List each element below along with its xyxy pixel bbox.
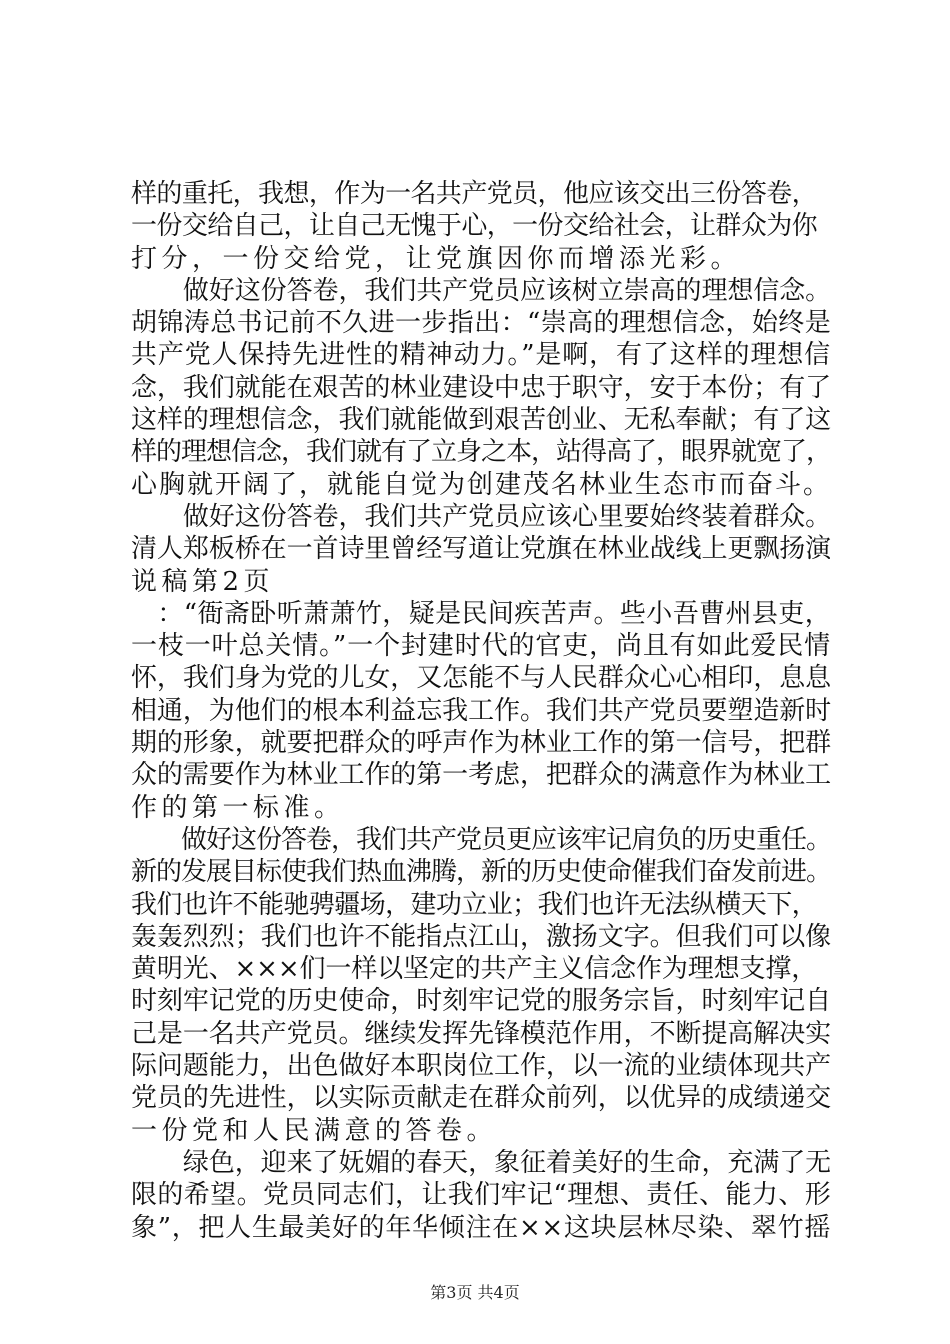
text-line: 一枝一叶总关情。”一个封建时代的官吏，尚且有如此爱民情 (131, 631, 832, 662)
text-line: 际问题能力，出色做好本职岗位工作，以一流的业绩体现共产 (131, 1051, 832, 1082)
text-line: 打分，一份交给党，让党旗因你而增添光彩。 (131, 243, 742, 274)
text-line: 我们也许不能驰骋疆场，建功立业；我们也许无法纵横天下， (131, 889, 818, 920)
text-line: 己是一名共产党员。继续发挥先锋模范作用，不断提高解决实 (131, 1018, 832, 1049)
text-line: 轰轰烈烈；我们也许不能指点江山，激扬文字。但我们可以像 (131, 921, 832, 952)
text-line: 念，我们就能在艰苦的林业建设中忠于职守，安于本份；有了 (131, 372, 832, 403)
page-footer: 第3页 共4页 (430, 1283, 520, 1302)
text-line: 一份党和人民满意的答卷。 (131, 1115, 498, 1146)
text-line: 众的需要作为林业工作的第一考虑，把群众的满意作为林业工 (131, 760, 832, 791)
text-line: 象”，把人生最美好的年华倾注在××这块层林尽染、翠竹摇 (131, 1212, 832, 1243)
text-line: 胡锦涛总书记前不久进一步指出：“崇高的理想信念，始终是 (131, 308, 832, 339)
text-line: 怀，我们身为党的儿女，又怎能不与人民群众心心相印，息息 (131, 663, 832, 694)
text-line: 绿色，迎来了妩媚的春天，象征着美好的生命，充满了无 (131, 1147, 832, 1178)
text-line: 样的理想信念，我们就有了立身之本，站得高了，眼界就宽了， (131, 437, 832, 468)
text-line: 时刻牢记党的历史使命，时刻牢记党的服务宗旨，时刻牢记自 (131, 986, 832, 1017)
body-text (131, 178, 831, 1244)
text-line: 限的希望。党员同志们，让我们牢记“理想、责任、能力、形 (131, 1180, 832, 1211)
text-line: 清人郑板桥在一首诗里曾经写道让党旗在林业战线上更飘扬演 (131, 534, 832, 565)
text-line: 一份交给自己，让自己无愧于心，一份交给社会，让群众为你 (131, 211, 818, 242)
text-line: 样的重托，我想，作为一名共产党员，他应该交出三份答卷， (131, 179, 818, 209)
text-line: 做好这份答卷，我们共产党员应该树立崇高的理想信念。 (131, 275, 832, 306)
text-line: 做好这份答卷，我们共产党员更应该牢记肩负的历史重任。 (131, 824, 832, 855)
text-line: 说稿第2页 (131, 566, 275, 597)
text-line: 期的形象，就要把群众的呼声作为林业工作的第一信号，把群 (131, 728, 832, 759)
text-line: 黄明光、×××们一样以坚定的共产主义信念作为理想支撑， (131, 954, 818, 985)
text-line: 作的第一标准。 (131, 792, 345, 823)
text-line: 新的发展目标使我们热血沸腾，新的历史使命催我们奋发前进。 (131, 857, 832, 888)
text-line: ：“衙斋卧听萧萧竹，疑是民间疾苦声。些小吾曹州县吏， (131, 598, 832, 629)
text-line: 共产党人保持先进性的精神动力。”是啊，有了这样的理想信 (131, 340, 832, 371)
text-line: 党员的先进性，以实际贡献走在群众前列，以优异的成绩递交 (131, 1083, 832, 1114)
text-line: 心胸就开阔了，就能自觉为创建茂名林业生态市而奋斗。 (131, 469, 832, 500)
text-line: 做好这份答卷，我们共产党员应该心里要始终装着群众。 (131, 501, 832, 532)
text-line: 相通，为他们的根本利益忘我工作。我们共产党员要塑造新时 (131, 695, 832, 726)
text-line: 这样的理想信念，我们就能做到艰苦创业、无私奉献；有了这 (131, 405, 832, 436)
